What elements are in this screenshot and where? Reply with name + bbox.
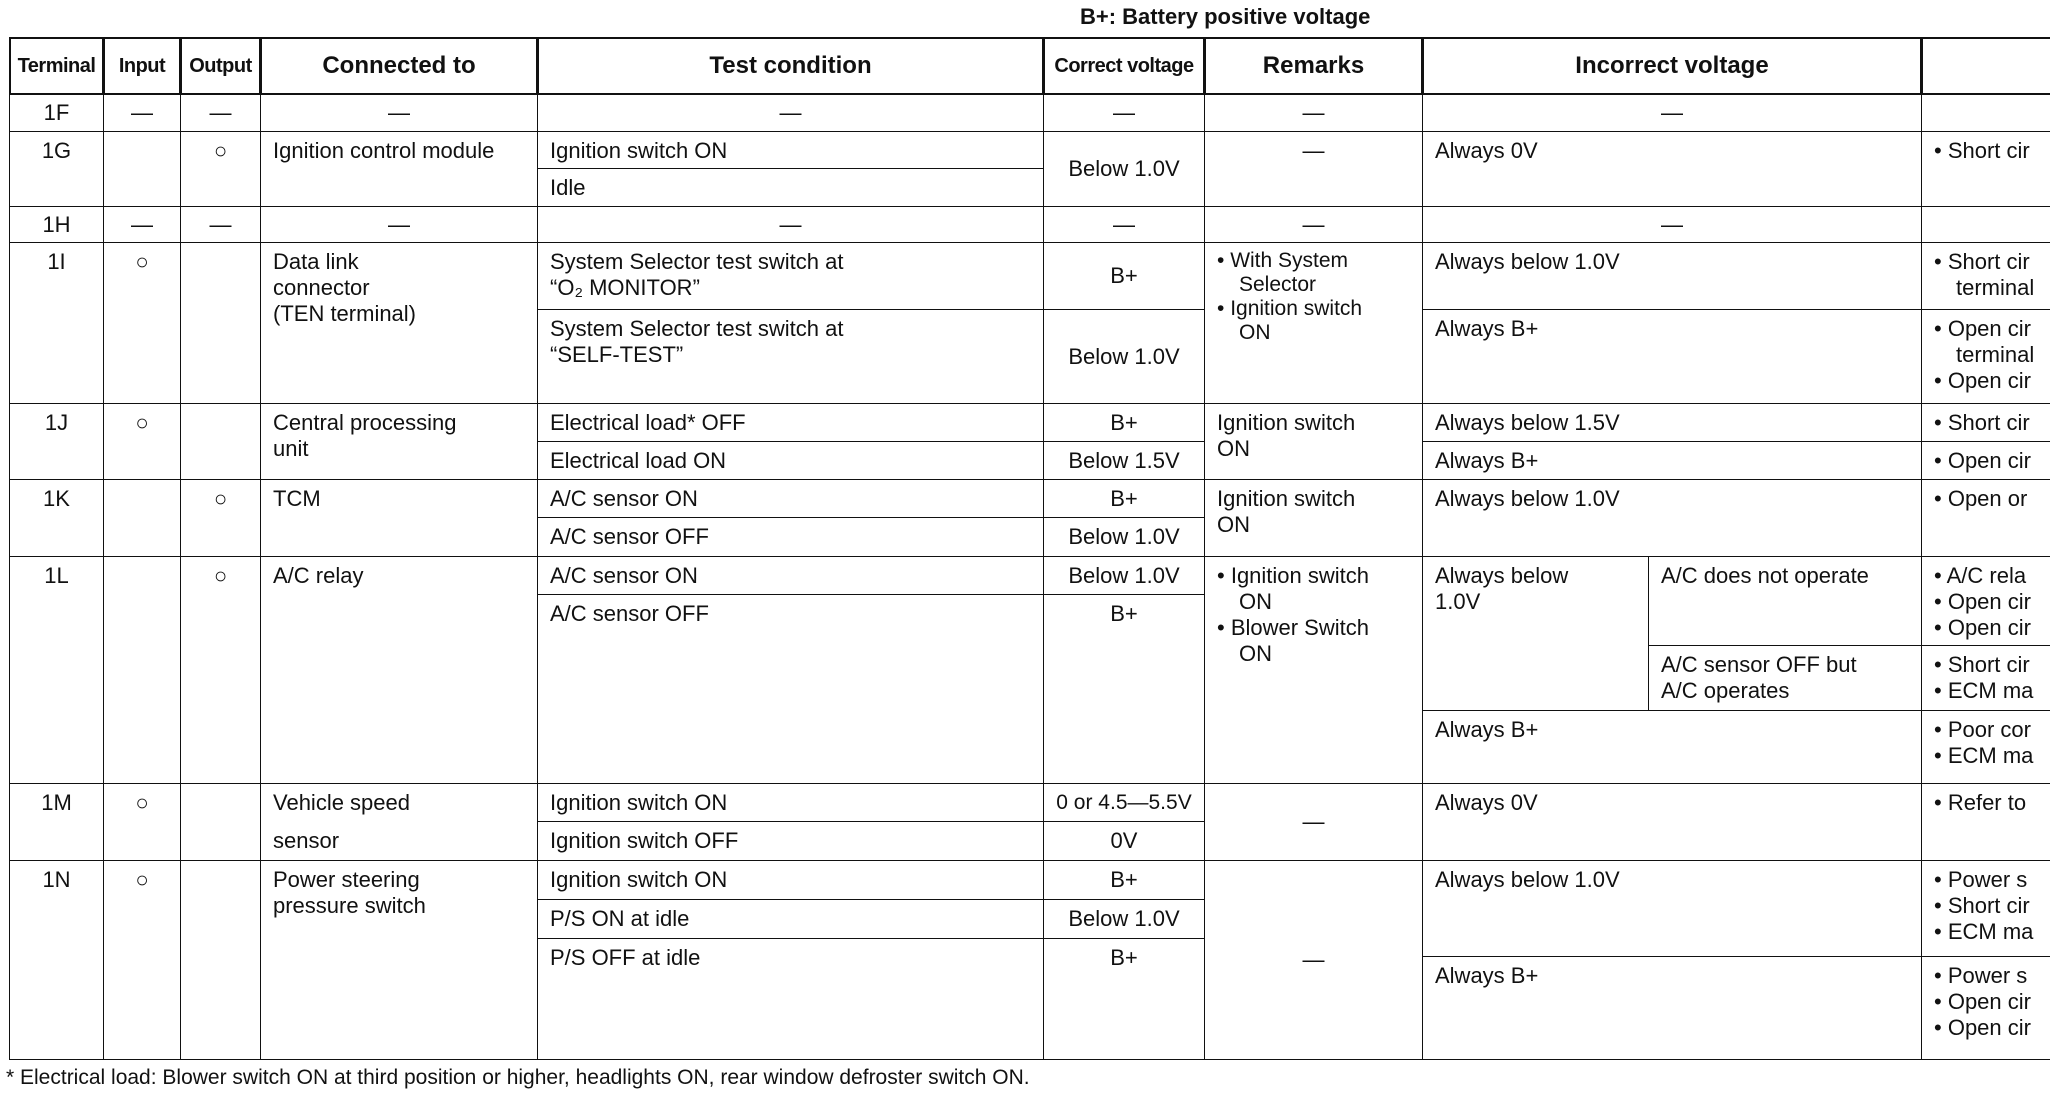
remarks-1G: — — [1204, 131, 1423, 207]
battery-voltage-legend: B+: Battery positive voltage — [1080, 4, 1371, 29]
cause-1L-a — [1921, 556, 2050, 646]
cause-1L-a-item2: • Open cir — [1934, 589, 2031, 614]
connected-1N-line2: pressure switch — [273, 893, 426, 918]
test-condition-1N-c: P/S OFF at idle — [537, 938, 1044, 1060]
cause-1N-b-item2: • Open cir — [1934, 989, 2031, 1014]
correct-voltage-1N-c: B+ — [1043, 938, 1205, 1060]
cause-1N-a — [1921, 860, 2050, 957]
test-condition-1I-a — [537, 242, 1044, 310]
remarks-1K-line1: Ignition switch — [1217, 486, 1356, 511]
cause-1G — [1921, 131, 2050, 207]
terminal-1M: 1M — [9, 783, 104, 861]
test-condition-1I-a-line2: “O₂ MONITOR” — [550, 275, 700, 300]
correct-voltage-1I-b: Below 1.0V — [1043, 309, 1205, 404]
cause-1L-a-item1: • A/C rela — [1934, 563, 2027, 588]
remarks-1J-line2: ON — [1217, 436, 1250, 461]
incorrect-voltage-1L-sub-b — [1648, 645, 1922, 711]
remarks-1L-item2: • Blower Switch ON — [1217, 615, 1369, 666]
correct-voltage-1M-a: 0 or 4.5—5.5V — [1043, 783, 1205, 822]
remarks-1I — [1204, 242, 1423, 404]
correct-voltage-1N-b: Below 1.0V — [1043, 899, 1205, 939]
test-condition-1G-a: Ignition switch ON — [537, 131, 1044, 169]
cause-1I-b — [1921, 309, 2050, 404]
cause-1K — [1921, 479, 2050, 557]
test-condition-1I-a-line1: System Selector test switch at — [550, 249, 844, 274]
correct-voltage-1J-a: B+ — [1043, 403, 1205, 442]
cause-1I-b-item2: • Open cir — [1934, 368, 2031, 393]
incorrect-voltage-1F: — — [1422, 94, 1922, 132]
cause-1M — [1921, 783, 2050, 861]
test-condition-1I-b — [537, 309, 1044, 404]
remarks-1H: — — [1204, 206, 1423, 243]
input-1N: ○ — [103, 860, 181, 1060]
cause-1H — [1921, 206, 2050, 243]
header-test-condition: Test condition — [537, 37, 1044, 95]
connected-1N-line1: Power steering — [273, 867, 420, 892]
connected-1M — [260, 783, 538, 861]
incorrect-1L-sub-b-line2: A/C operates — [1661, 678, 1790, 703]
connected-1N — [260, 860, 538, 1060]
test-condition-1J-a: Electrical load* OFF — [537, 403, 1044, 442]
remarks-1K — [1204, 479, 1423, 557]
connected-1H: — — [260, 206, 538, 243]
incorrect-1L-main-line2: 1.0V — [1435, 589, 1481, 614]
incorrect-voltage-1L-alt: Always B+ — [1422, 710, 1922, 784]
input-1M: ○ — [103, 783, 181, 861]
header-connected-to: Connected to — [260, 37, 538, 95]
correct-voltage-1L-a: Below 1.0V — [1043, 556, 1205, 595]
remarks-1J-line1: Ignition switch — [1217, 410, 1356, 435]
cause-1J-a — [1921, 403, 2050, 442]
cause-1J-a-item: • Short cir — [1934, 410, 2030, 435]
incorrect-voltage-1H: — — [1422, 206, 1922, 243]
terminal-1K: 1K — [9, 479, 104, 557]
incorrect-voltage-1J-a: Always below 1.5V — [1422, 403, 1922, 442]
cause-1N-b-item1: • Power s — [1934, 963, 2028, 988]
test-condition-1N-a: Ignition switch ON — [537, 860, 1044, 900]
connected-1L: A/C relay — [260, 556, 538, 784]
connected-1J — [260, 403, 538, 480]
test-condition-1N-b: P/S ON at idle — [537, 899, 1044, 939]
header-incorrect-voltage: Incorrect voltage — [1422, 37, 1922, 95]
test-condition-1I-b-line2: “SELF-TEST” — [550, 342, 684, 367]
connected-1M-line1: Vehicle speed — [273, 790, 410, 815]
cause-1L-c-item2: • ECM ma — [1934, 743, 2034, 768]
terminal-1L: 1L — [9, 556, 104, 784]
correct-voltage-1N-a: B+ — [1043, 860, 1205, 900]
test-condition-1K-a: A/C sensor ON — [537, 479, 1044, 518]
cause-1N-b-item3: • Open cir — [1934, 1015, 2031, 1040]
cause-1J-b-item: • Open cir — [1934, 448, 2031, 473]
input-1J: ○ — [103, 403, 181, 480]
cause-1N-b — [1921, 956, 2050, 1060]
correct-voltage-1F: — — [1043, 94, 1205, 132]
cause-1N-a-item3: • ECM ma — [1934, 919, 2034, 944]
correct-voltage-1K-a: B+ — [1043, 479, 1205, 518]
terminal-1H: 1H — [9, 206, 104, 243]
test-condition-1M-a: Ignition switch ON — [537, 783, 1044, 822]
test-condition-1F: — — [537, 94, 1044, 132]
test-condition-1I-b-line1: System Selector test switch at — [550, 316, 844, 341]
header-terminal: Terminal — [9, 37, 104, 95]
input-1L — [103, 556, 181, 784]
correct-voltage-1I-a: B+ — [1043, 242, 1205, 310]
remarks-1I-item2: • Ignition switch ON — [1217, 297, 1363, 344]
output-1M — [180, 783, 261, 861]
connected-1F: — — [260, 94, 538, 132]
connected-1G: Ignition control module — [260, 131, 538, 207]
output-1I — [180, 242, 261, 404]
connected-1I-line2: connector — [273, 275, 370, 300]
input-1H: — — [103, 206, 181, 243]
output-1N — [180, 860, 261, 1060]
correct-voltage-1M-b: 0V — [1043, 821, 1205, 861]
terminal-1J: 1J — [9, 403, 104, 480]
cause-1L-b-item2: • ECM ma — [1934, 678, 2034, 703]
incorrect-voltage-1N-b: Always B+ — [1422, 956, 1922, 1060]
incorrect-voltage-1K: Always below 1.0V — [1422, 479, 1922, 557]
output-1G: ○ — [180, 131, 261, 207]
input-1I: ○ — [103, 242, 181, 404]
test-condition-1M-b: Ignition switch OFF — [537, 821, 1044, 861]
incorrect-voltage-1I-b: Always B+ — [1422, 309, 1922, 404]
cause-1M-item: • Refer to — [1934, 790, 2027, 815]
incorrect-voltage-1J-b: Always B+ — [1422, 441, 1922, 480]
incorrect-voltage-1L-main — [1422, 556, 1649, 711]
output-1J — [180, 403, 261, 480]
terminal-1F: 1F — [9, 94, 104, 132]
test-condition-1H: — — [537, 206, 1044, 243]
cause-1I-b-item1: • Open cir terminal — [1934, 316, 2035, 367]
cause-1G-item: • Short cir — [1934, 138, 2030, 163]
cause-1K-item: • Open or — [1934, 486, 2028, 511]
remarks-1L — [1204, 556, 1423, 784]
remarks-1L-item1: • Ignition switch ON — [1217, 563, 1370, 614]
terminal-1I: 1I — [9, 242, 104, 404]
connected-1I-line3: (TEN terminal) — [273, 301, 417, 326]
input-1K — [103, 479, 181, 557]
cause-1L-a-item3: • Open cir — [1934, 615, 2031, 640]
remarks-1J — [1204, 403, 1423, 480]
cause-1L-c — [1921, 710, 2050, 784]
connected-1M-line2: sensor — [273, 828, 340, 853]
cause-1N-a-item2: • Short cir — [1934, 893, 2030, 918]
input-1F: — — [103, 94, 181, 132]
output-1H: — — [180, 206, 261, 243]
correct-voltage-1H: — — [1043, 206, 1205, 243]
cause-1I-a-item: • Short cir terminal — [1934, 249, 2035, 300]
connected-1J-line1: Central processing — [273, 410, 457, 435]
correct-voltage-1L-b: B+ — [1043, 594, 1205, 784]
cause-1L-b — [1921, 645, 2050, 711]
test-condition-1K-b: A/C sensor OFF — [537, 517, 1044, 557]
electrical-load-footnote: * Electrical load: Blower switch ON at third position or higher, headlights ON, rear window defroster switch ON. — [6, 1066, 1030, 1089]
connected-1I — [260, 242, 538, 404]
cause-1L-b-item1: • Short cir — [1934, 652, 2030, 677]
output-1F: — — [180, 94, 261, 132]
incorrect-voltage-1G: Always 0V — [1422, 131, 1922, 207]
remarks-1M: — — [1204, 783, 1423, 861]
connected-1J-line2: unit — [273, 436, 309, 461]
input-1G — [103, 131, 181, 207]
test-condition-1G-b: Idle — [537, 168, 1044, 207]
test-condition-1L-a: A/C sensor ON — [537, 556, 1044, 595]
terminal-1G: 1G — [9, 131, 104, 207]
cause-1N-a-item1: • Power s — [1934, 867, 2028, 892]
incorrect-voltage-1I-a: Always below 1.0V — [1422, 242, 1922, 310]
connected-1I-line1: Data link — [273, 249, 359, 274]
incorrect-1L-main-line1: Always below — [1435, 563, 1569, 588]
incorrect-1L-sub-b-line1: A/C sensor OFF but — [1661, 652, 1857, 677]
cause-1L-c-item1: • Poor cor — [1934, 717, 2031, 742]
test-condition-1L-b: A/C sensor OFF — [537, 594, 1044, 784]
remarks-1K-line2: ON — [1217, 512, 1250, 537]
incorrect-voltage-1M: Always 0V — [1422, 783, 1922, 861]
header-input: Input — [103, 37, 181, 95]
remarks-1N: — — [1204, 860, 1423, 1060]
output-1L: ○ — [180, 556, 261, 784]
remarks-1F: — — [1204, 94, 1423, 132]
output-1K: ○ — [180, 479, 261, 557]
header-remarks: Remarks — [1204, 37, 1423, 95]
test-condition-1J-b: Electrical load ON — [537, 441, 1044, 480]
terminal-1N: 1N — [9, 860, 104, 1060]
ecm-terminal-table — [9, 37, 2050, 1060]
header-output: Output — [180, 37, 261, 95]
correct-voltage-1G: Below 1.0V — [1043, 131, 1205, 207]
header-possible-cause — [1921, 37, 2050, 95]
remarks-1I-item1: • With System Selector — [1217, 249, 1349, 296]
correct-voltage-1K-b: Below 1.0V — [1043, 517, 1205, 557]
cause-1J-b — [1921, 441, 2050, 480]
incorrect-voltage-1N-a: Always below 1.0V — [1422, 860, 1922, 957]
header-correct-voltage: Correct voltage — [1043, 37, 1205, 95]
connected-1K: TCM — [260, 479, 538, 557]
cause-1I-a — [1921, 242, 2050, 310]
correct-voltage-1J-b: Below 1.5V — [1043, 441, 1205, 480]
incorrect-voltage-1L-sub-a: A/C does not operate — [1648, 556, 1922, 646]
cause-1F — [1921, 94, 2050, 132]
